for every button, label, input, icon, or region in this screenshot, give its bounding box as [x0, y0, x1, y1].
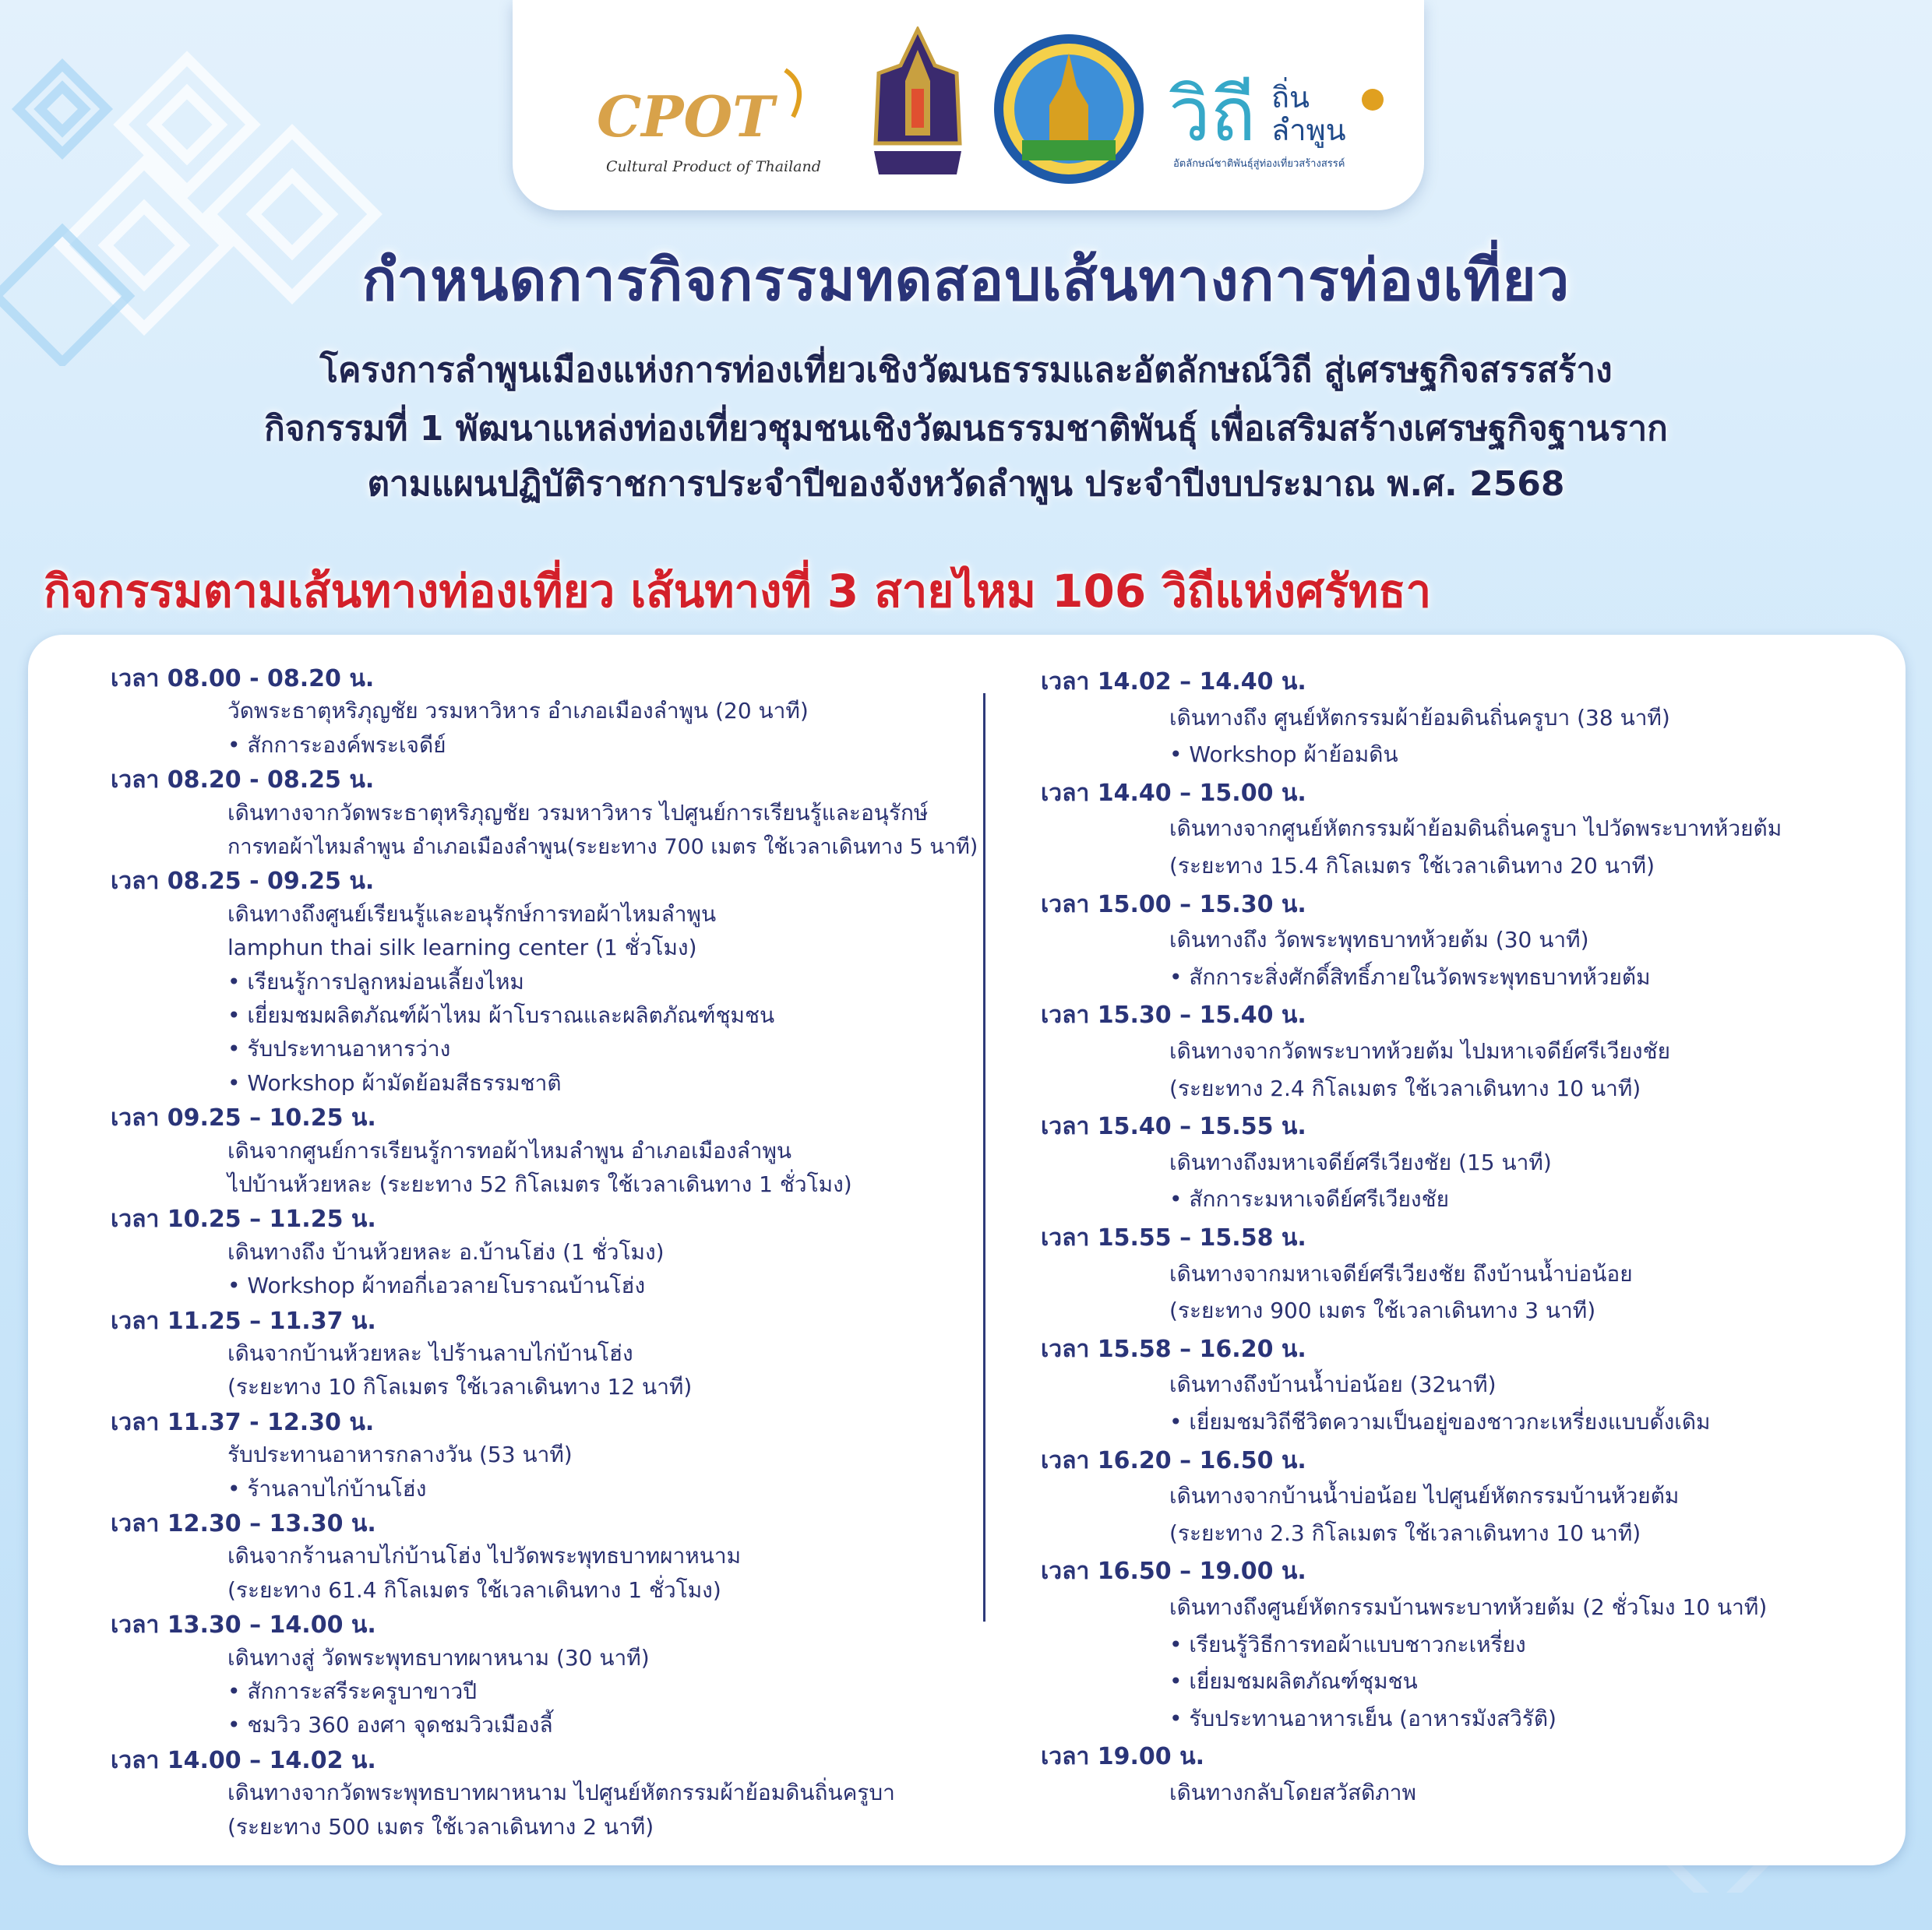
schedule-detail: • Workshop ผ้าย้อมดิน: [1169, 741, 1398, 768]
schedule-detail: • เยี่ยมชมวิถีชีวิตความเป็นอยู่ของชาวกะเหรี่ยงแบบดั้งเดิม: [1169, 1409, 1711, 1435]
schedule-detail: • สักการะสรีระครูบาขาวปี: [227, 1678, 478, 1704]
schedule-time: เวลา 15.40 – 15.55 น.: [1041, 1113, 1306, 1141]
schedule-detail: (ระยะทาง 61.4 กิโลเมตร ใช้เวลาเดินทาง 1 ชั่วโมง): [227, 1576, 721, 1603]
schedule-time: เวลา 08.00 - 08.20 น.: [111, 665, 375, 692]
schedule-detail: เดินทางถึง บ้านห้วยหละ อ.บ้านโฮ่ง (1 ชั่วโมง): [227, 1238, 665, 1265]
schedule-time: เวลา 10.25 – 11.25 น.: [111, 1206, 376, 1234]
schedule-detail: เดินทางกลับโดยสวัสดิภาพ: [1169, 1780, 1416, 1805]
withi-thin-lamphun-logo: [1169, 62, 1402, 187]
schedule-time: เวลา 16.20 – 16.50 น.: [1041, 1446, 1306, 1474]
schedule-detail: เดินทางถึง ศูนย์หัตกรรมผ้าย้อมดินถิ่นครูบา (38 นาที): [1169, 704, 1670, 731]
schedule-time: เวลา 13.30 – 14.00 น.: [111, 1611, 376, 1639]
schedule-detail: • Workshop ผ้าทอกี่เอวลายโบราณบ้านโฮ่ง: [227, 1273, 646, 1299]
schedule-detail: • ชมวิว 360 องศา จุดชมวิวเมืองลี้: [227, 1712, 553, 1738]
schedule-time: เวลา 08.25 - 09.25 น.: [111, 868, 375, 896]
schedule-detail: (ระยะทาง 10 กิโลเมตร ใช้เวลาเดินทาง 12 นาที): [227, 1374, 693, 1400]
schedule-detail: lamphun thai silk learning center (1 ชั่วโมง): [227, 935, 697, 961]
schedule-time: เวลา 15.30 – 15.40 น.: [1041, 1002, 1306, 1030]
project-subtitle: โครงการลำพูนเมืองแห่งการท่องเที่ยวเชิงวัฒนธรรมและอัตลักษณ์วิถี สู่เศรษฐกิจสรรสร้าง: [319, 350, 1613, 390]
schedule-detail: • ร้านลาบไก่บ้านโฮ่ง: [227, 1475, 427, 1502]
activity-subtitle: กิจกรรมที่ 1 พัฒนาแหล่งท่องเที่ยวชุมชนเชิงวัฒนธรรมชาติพันธุ์ เพื่อเสริมสร้างเศรษฐกิจฐานราก: [264, 409, 1668, 449]
schedule-time: เวลา 15.55 – 15.58 น.: [1041, 1224, 1306, 1252]
schedule-time: เวลา 16.50 – 19.00 น.: [1041, 1558, 1306, 1586]
schedule-detail: เดินจากบ้านห้วยหละ ไปร้านลาบไก่บ้านโฮ่ง: [227, 1340, 633, 1366]
schedule-detail: การทอผ้าไหมลำพูน อำเภอเมืองลำพูน(ระยะทาง 700 เมตร ใช้เวลาเดินทาง 5 นาที): [227, 835, 978, 859]
schedule-time: เวลา 08.20 - 08.25 น.: [111, 766, 375, 794]
schedule-detail: • เรียนรู้การปลูกหม่อนเลี้ยงไหม: [227, 968, 524, 995]
schedule-time: เวลา 09.25 – 10.25 น.: [111, 1104, 376, 1132]
schedule-detail: • รับประทานอาหารว่าง: [227, 1036, 451, 1062]
schedule-detail: • เรียนรู้วิธีการทอผ้าแบบชาวกะเหรี่ยง: [1169, 1631, 1526, 1657]
schedule-time: เวลา 14.00 – 14.02 น.: [111, 1746, 376, 1774]
schedule-detail: เดินทางจากมหาเจดีย์ศรีเวียงชัย ถึงบ้านน้ำบ่อน้อย: [1169, 1260, 1633, 1287]
schedule-detail: เดินทางถึงมหาเจดีย์ศรีเวียงชัย (15 นาที): [1169, 1149, 1552, 1175]
schedule-detail: เดินทางจากศูนย์หัตกรรมผ้าย้อมดินถิ่นครูบา ไปวัดพระบาทห้วยต้ม: [1169, 815, 1782, 842]
withi-logo-word2: ลำพูน: [1271, 113, 1346, 147]
column-divider: [983, 693, 985, 1622]
schedule-detail: เดินจากศูนย์การเรียนรู้การทอผ้าไหมลำพูน อำเภอเมืองลำพูน: [227, 1137, 792, 1164]
schedule-detail: • สักการะองค์พระเจดีย์: [227, 731, 446, 758]
schedule-detail: ไปบ้านห้วยหละ (ระยะทาง 52 กิโลเมตร ใช้เวลาเดินทาง 1 ชั่วโมง): [227, 1171, 852, 1197]
schedule-detail: เดินทางจากบ้านน้ำบ่อน้อย ไปศูนย์หัตกรรมบ้านห้วยต้ม: [1169, 1483, 1680, 1509]
schedule-detail: วัดพระธาตุหริภุญชัย วรมหาวิหาร อำเภอเมืองลำพูน (20 นาที): [227, 698, 809, 724]
schedule-time: เวลา 11.37 - 12.30 น.: [111, 1408, 375, 1436]
schedule-detail: เดินทางจากวัดพระธาตุหริภุญชัย วรมหาวิหาร ไปศูนย์การเรียนรู้และอนุรักษ์: [227, 799, 929, 826]
schedule-detail: (ระยะทาง 2.3 กิโลเมตร ใช้เวลาเดินทาง 10 นาที): [1169, 1520, 1641, 1546]
schedule-time: เวลา 15.58 – 16.20 น.: [1041, 1335, 1306, 1363]
cpot-logo-mark: CPOT: [597, 83, 774, 150]
withi-logo-tagline: อัตลักษณ์ชาติพันธุ์สู่ท่องเที่ยวสร้างสรรค์: [1173, 158, 1345, 170]
schedule-detail: (ระยะทาง 500 เมตร ใช้เวลาเดินทาง 2 นาที): [227, 1813, 654, 1840]
schedule-detail: • Workshop ผ้ามัดย้อมสีธรรมชาติ: [227, 1069, 562, 1096]
withi-logo-word1: ถิ่น: [1271, 80, 1310, 114]
schedule-detail: (ระยะทาง 15.4 กิโลเมตร ใช้เวลาเดินทาง 20 นาที): [1169, 853, 1655, 879]
schedule-detail: เดินทางสู่ วัดพระพุทธบาทผาหนาม (30 นาที): [227, 1644, 650, 1671]
page-title: กำหนดการกิจกรรมทดสอบเส้นทางการท่องเที่ยว: [361, 247, 1571, 314]
schedule-detail: • สักการะมหาเจดีย์ศรีเวียงชัย: [1169, 1186, 1450, 1213]
schedule-time: เวลา 19.00 น.: [1041, 1743, 1205, 1771]
schedule-detail: เดินทางถึงศูนย์หัตกรรมบ้านพระบาทห้วยต้ม (2 ชั่วโมง 10 นาที): [1169, 1594, 1768, 1620]
ministry-of-culture-emblem: [863, 26, 972, 179]
schedule-detail: (ระยะทาง 2.4 กิโลเมตร ใช้เวลาเดินทาง 10 นาที): [1169, 1075, 1641, 1101]
cpot-logo-caption: Cultural Product of Thailand: [606, 158, 821, 175]
schedule-time: เวลา 14.02 – 14.40 น.: [1041, 668, 1306, 696]
schedule-detail: เดินทางถึงบ้านน้ำบ่อน้อย (32นาที): [1169, 1372, 1497, 1398]
lamphun-province-seal: [991, 31, 1147, 187]
schedule-time: เวลา 14.40 – 15.00 น.: [1041, 779, 1306, 807]
schedule-detail: รับประทานอาหารกลางวัน (53 นาที): [227, 1442, 573, 1468]
schedule-time: เวลา 15.00 – 15.30 น.: [1041, 890, 1306, 918]
schedule-time: เวลา 11.25 – 11.37 น.: [111, 1307, 376, 1335]
schedule-detail: • เยี่ยมชมผลิตภัณฑ์ผ้าไหม ผ้าโบราณและผลิตภัณฑ์ชุมชน: [227, 1002, 775, 1028]
schedule-detail: เดินทางถึง วัดพระพุทธบาทห้วยต้ม (30 นาที): [1169, 927, 1589, 953]
plan-subtitle: ตามแผนปฏิบัติราชการประจำปีของจังหวัดลำพูน ประจำปีงบประมาณ พ.ศ. 2568: [367, 464, 1565, 504]
cpot-logo: [591, 62, 824, 179]
withi-logo-main: วิถี: [1169, 71, 1257, 158]
schedule-detail: เดินจากร้านลาบไก่บ้านโฮ่ง ไปวัดพระพุทธบาทผาหนาม: [227, 1543, 742, 1569]
schedule-time: เวลา 12.30 – 13.30 น.: [111, 1510, 376, 1537]
schedule-detail: (ระยะทาง 900 เมตร ใช้เวลาเดินทาง 3 นาที): [1169, 1298, 1596, 1324]
schedule-detail: เดินทางจากวัดพระพุทธบาทผาหนาม ไปศูนย์หัตกรรมผ้าย้อมดินถิ่นครูบา: [227, 1780, 895, 1806]
schedule-detail: เดินทางจากวัดพระบาทห้วยต้ม ไปมหาเจดีย์ศรีเวียงชัย: [1169, 1038, 1671, 1064]
schedule-detail: • รับประทานอาหารเย็น (อาหารมังสวิรัติ): [1169, 1705, 1557, 1731]
schedule-detail: เดินทางถึงศูนย์เรียนรู้และอนุรักษ์การทอผ้าไหมลำพูน: [227, 900, 717, 927]
route-title: กิจกรรมตามเส้นทางท่องเที่ยว เส้นทางที่ 3 สายไหม 106 วิถีแห่งศรัทธา: [44, 565, 1432, 618]
schedule-detail: • เยี่ยมชมผลิตภัณฑ์ชุมชน: [1169, 1668, 1418, 1695]
schedule-detail: • สักการะสิ่งศักดิ์สิทธิ์ภายในวัดพระพุทธบาทห้วยต้ม: [1169, 963, 1651, 990]
